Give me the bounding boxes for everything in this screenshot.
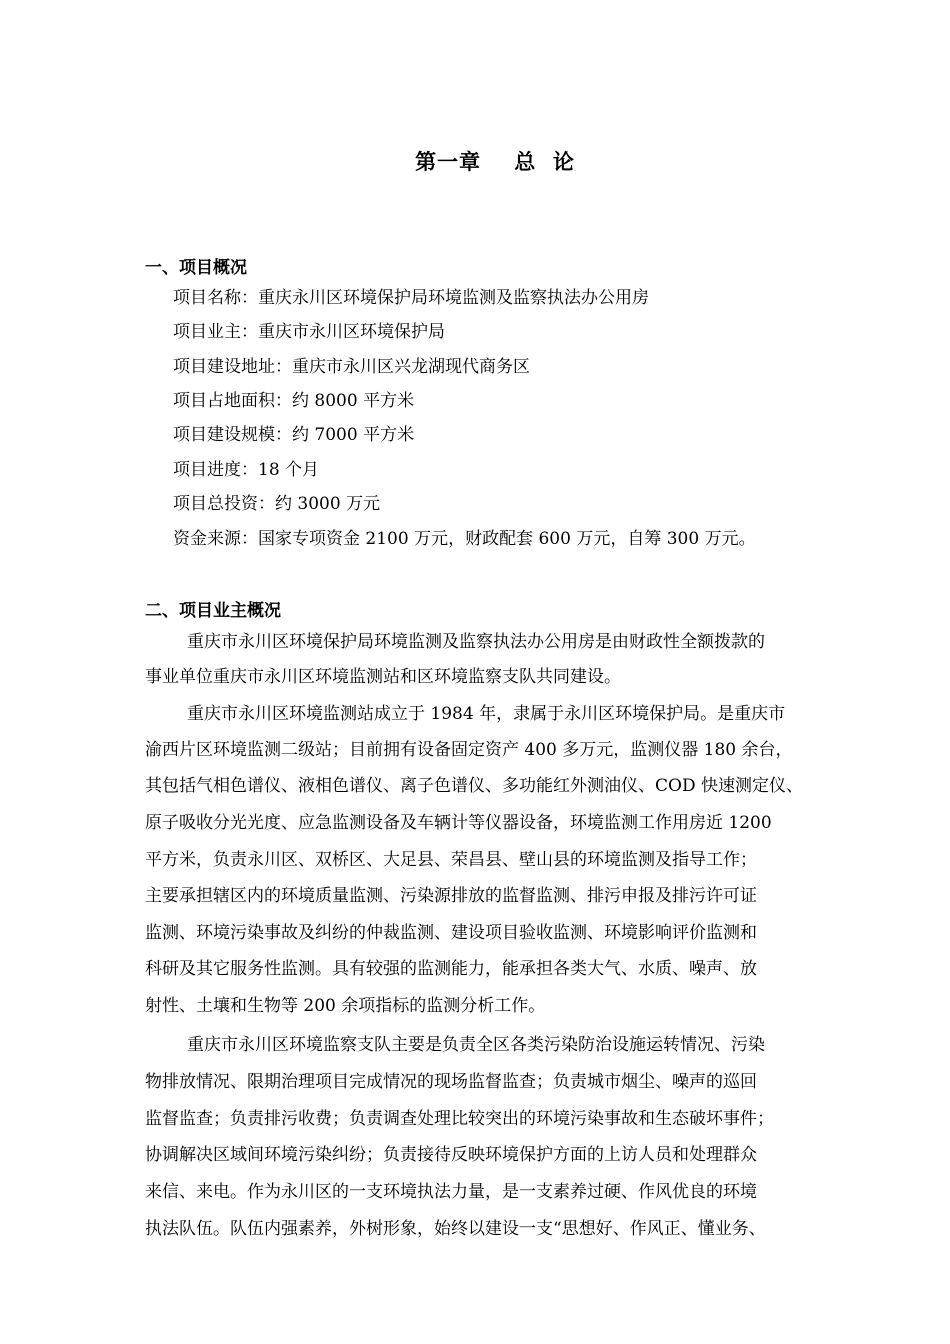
paragraph-line: 科研及其它服务性监测。具有较强的监测能力，能承担各类大气、水质、噪声、放 <box>145 959 757 979</box>
overview-item-scale: 项目建设规模：约 7000 平方米 <box>173 425 415 445</box>
paragraph-line: 监督监查；负责排污收费；负责调查处理比较突出的环境污染事故和生态破坏事件； <box>145 1109 774 1129</box>
overview-item-land-area: 项目占地面积：约 8000 平方米 <box>173 391 415 411</box>
section-heading-project-overview: 一、项目概况 <box>145 258 247 278</box>
overview-item-owner: 项目业主：重庆市永川区环境保护局 <box>173 322 445 342</box>
paragraph-line: 主要承担辖区内的环境质量监测、污染源排放的监督监测、排污申报及排污许可证 <box>145 886 757 906</box>
paragraph-line: 协调解决区域间环境污染纠纷；负责接待反映环境保护方面的上访人员和处理群众 <box>145 1145 757 1165</box>
paragraph-line: 平方米，负责永川区、双桥区、大足县、荣昌县、壁山县的环境监测及指导工作； <box>145 850 757 870</box>
section-heading-owner-overview: 二、项目业主概况 <box>145 601 281 621</box>
overview-item-investment: 项目总投资：约 3000 万元 <box>173 494 381 514</box>
paragraph-line: 重庆市永川区环境保护局环境监测及监察执法办公用房是由财政性全额拨款的 <box>187 632 765 652</box>
chapter-title: 第一章 总 论 <box>415 150 575 174</box>
paragraph-line: 重庆市永川区环境监察支队主要是负责全区各类污染防治设施运转情况、污染 <box>187 1035 765 1055</box>
paragraph-line: 物排放情况、限期治理项目完成情况的现场监督监查；负责城市烟尘、噪声的巡回 <box>145 1072 757 1092</box>
paragraph-line: 其包括气相色谱仪、液相色谱仪、离子色谱仪、多功能红外测油仪、COD 快速测定仪、 <box>145 776 803 796</box>
overview-item-schedule: 项目进度：18 个月 <box>173 460 320 480</box>
paragraph-line: 事业单位重庆市永川区环境监测站和区环境监察支队共同建设。 <box>145 667 621 687</box>
paragraph-line: 执法队伍。队伍内强素养，外树形象，始终以建设一支“思想好、作风正、懂业务、 <box>145 1219 766 1239</box>
paragraph-line: 原子吸收分光光度、应急监测设备及车辆计等仪器设备，环境监测工作用房近 1200 <box>145 813 772 833</box>
paragraph-line: 监测、环境污染事故及纠纷的仲裁监测、建设项目验收监测、环境影响评价监测和 <box>145 923 757 943</box>
overview-item-address: 项目建设地址：重庆市永川区兴龙湖现代商务区 <box>173 357 530 377</box>
paragraph-line: 重庆市永川区环境监测站成立于 1984 年，隶属于永川区环境保护局。是重庆市 <box>187 704 786 724</box>
paragraph-line: 射性、土壤和生物等 200 余项指标的监测分析工作。 <box>145 996 546 1016</box>
paragraph-line: 渝西片区环境监测二级站；目前拥有设备固定资产 400 多万元，监测仪器 180 余台， <box>145 740 793 760</box>
overview-item-name: 项目名称：重庆永川区环境保护局环境监测及监察执法办公用房 <box>173 288 649 308</box>
paragraph-line: 来信、来电。作为永川区的一支环境执法力量，是一支素养过硬、作风优良的环境 <box>145 1182 757 1202</box>
overview-item-funding: 资金来源：国家专项资金 2100 万元，财政配套 600 万元，自筹 300 万元。 <box>173 529 756 549</box>
